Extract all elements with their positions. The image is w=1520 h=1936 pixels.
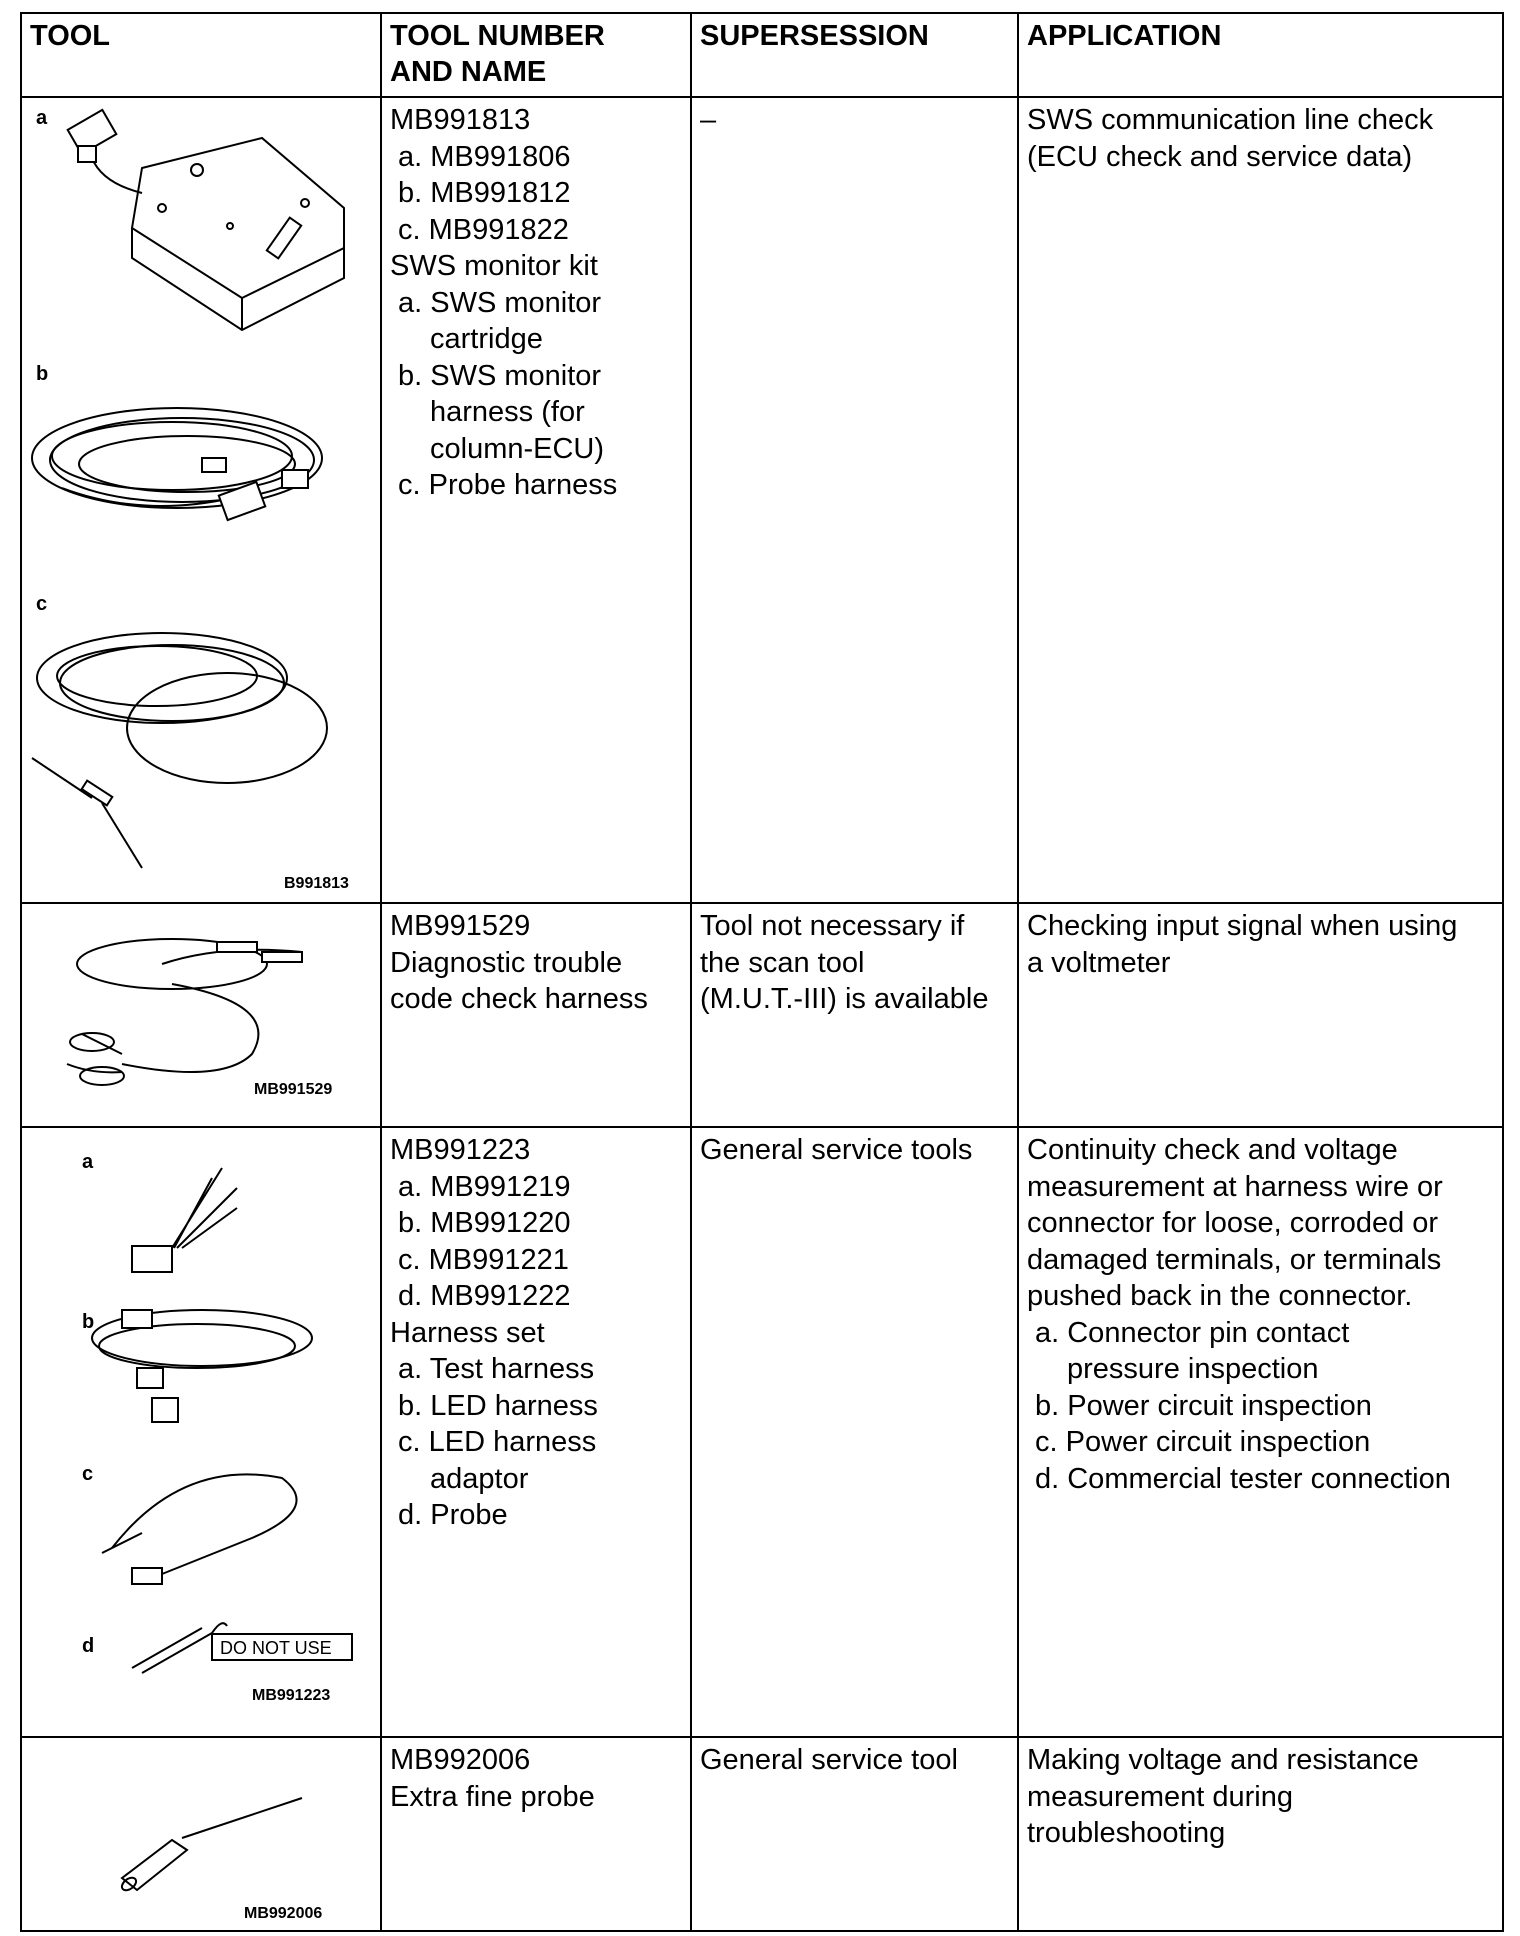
tool-figure-cell xyxy=(21,903,381,1127)
tool-figure-cell xyxy=(21,1127,381,1737)
figure-label-d: d xyxy=(82,1635,95,1657)
tool-name: code check harness xyxy=(390,983,648,1015)
tool-name: Diagnostic trouble xyxy=(390,946,623,979)
part-number: c. MB991221 xyxy=(398,1243,569,1276)
tool-number: MB992006 xyxy=(390,1744,531,1776)
part-number: b. MB991220 xyxy=(398,1207,571,1239)
sws-monitor-kit-illustration xyxy=(22,98,380,902)
tool-number-cell xyxy=(381,97,691,903)
tool-number: MB991223 xyxy=(390,1134,531,1166)
figure-code: MB991223 xyxy=(252,1687,331,1704)
application-text: troubleshooting xyxy=(1027,1817,1226,1849)
do-not-use-label: DO NOT USE xyxy=(220,1638,332,1658)
part-name-cont: column-ECU) xyxy=(430,432,605,465)
fine-probe-illustration xyxy=(22,1738,380,1930)
part-number: d. MB991222 xyxy=(398,1280,571,1312)
figure-label-a: a xyxy=(36,107,48,129)
check-harness-illustration xyxy=(22,904,380,1126)
tool-name: Extra fine probe xyxy=(390,1780,595,1813)
part-name: b. LED harness xyxy=(398,1389,598,1422)
part-name-cont: adaptor xyxy=(430,1462,529,1495)
supersession-cell xyxy=(691,1737,1018,1931)
header-application: APPLICATION xyxy=(1018,13,1503,97)
figure-label-c: c xyxy=(82,1463,94,1485)
figure-code: MB992006 xyxy=(244,1905,323,1922)
application-item: d. Commercial tester connection xyxy=(1035,1462,1451,1495)
figure-label-c: c xyxy=(36,593,48,615)
application-item: a. Connector pin contact xyxy=(1035,1316,1350,1349)
application-text: connector for loose, corroded or xyxy=(1027,1207,1439,1239)
part-name: a. SWS monitor xyxy=(398,286,602,319)
fine-probe-icon xyxy=(120,1798,302,1893)
tool-name: SWS monitor kit xyxy=(390,250,598,282)
application-text: Checking input signal when using xyxy=(1027,910,1458,942)
part-number: a. MB991806 xyxy=(398,140,571,173)
tool-number-cell xyxy=(381,903,691,1127)
application-cell xyxy=(1018,903,1503,1127)
application-text: SWS communication line check xyxy=(1027,104,1434,136)
application-cell xyxy=(1018,97,1503,903)
header-tool: TOOL xyxy=(21,13,381,97)
supersession-cell xyxy=(691,903,1018,1127)
special-tools-table xyxy=(20,12,1504,1932)
application-text: damaged terminals, or terminals xyxy=(1027,1243,1442,1276)
figure-label-b: b xyxy=(82,1311,95,1333)
figure-code: B991813 xyxy=(284,875,349,892)
application-text: measurement during xyxy=(1027,1780,1293,1813)
led-adaptor-icon xyxy=(102,1474,297,1584)
table-row xyxy=(21,97,1503,903)
figure-label-b: b xyxy=(36,363,49,385)
monitor-harness-icon xyxy=(32,408,322,520)
part-name: a. Test harness xyxy=(398,1353,595,1385)
header-row xyxy=(21,13,1503,97)
tool-name: Harness set xyxy=(390,1316,545,1349)
tool-number: MB991813 xyxy=(390,104,531,136)
part-name: c. Probe harness xyxy=(398,469,618,501)
supersession-cell xyxy=(691,97,1018,903)
probe-harness-icon xyxy=(32,633,327,868)
tool-number-cell xyxy=(381,1737,691,1931)
application-text: Making voltage and resistance xyxy=(1027,1744,1419,1776)
part-number: a. MB991219 xyxy=(398,1170,571,1203)
application-cell xyxy=(1018,1737,1503,1931)
part-name: c. LED harness xyxy=(398,1426,597,1458)
supersession-text: General service tool xyxy=(700,1744,958,1776)
application-item: b. Power circuit inspection xyxy=(1035,1389,1372,1422)
figure-code: MB991529 xyxy=(254,1081,333,1098)
supersession-text: General service tools xyxy=(700,1134,973,1166)
supersession-cell xyxy=(691,1127,1018,1737)
supersession-text: Tool not necessary if xyxy=(700,910,965,942)
header-tool-number: TOOL NUMBER AND NAME xyxy=(381,13,691,97)
part-name-cont: cartridge xyxy=(430,323,543,355)
application-text: pushed back in the connector. xyxy=(1027,1280,1413,1312)
application-text: (ECU check and service data) xyxy=(1027,140,1413,173)
check-harness-icon xyxy=(67,939,302,1085)
application-cell xyxy=(1018,1127,1503,1737)
test-harness-icon xyxy=(132,1168,237,1272)
application-text: Continuity check and voltage xyxy=(1027,1134,1398,1166)
led-harness-icon xyxy=(92,1310,312,1422)
application-text: measurement at harness wire or xyxy=(1027,1170,1443,1203)
monitor-cartridge-icon xyxy=(68,110,344,330)
tool-figure-cell xyxy=(21,97,381,903)
supersession-text: – xyxy=(700,104,717,136)
tool-number-cell xyxy=(381,1127,691,1737)
table-row xyxy=(21,1737,1503,1931)
application-item: c. Power circuit inspection xyxy=(1035,1426,1371,1458)
table-row xyxy=(21,1127,1503,1737)
tool-figure-cell xyxy=(21,1737,381,1931)
supersession-text: (M.U.T.-III) is available xyxy=(700,983,989,1015)
tool-number: MB991529 xyxy=(390,910,531,942)
supersession-text: the scan tool xyxy=(700,946,865,979)
harness-set-illustration xyxy=(22,1128,380,1736)
figure-label-a: a xyxy=(82,1151,94,1173)
part-name: b. SWS monitor xyxy=(398,359,602,392)
part-name: d. Probe xyxy=(398,1499,508,1531)
part-number: c. MB991822 xyxy=(398,213,569,246)
header-supersession: SUPERSESSION xyxy=(691,13,1018,97)
table-row xyxy=(21,903,1503,1127)
application-text: a voltmeter xyxy=(1027,946,1171,979)
part-number: b. MB991812 xyxy=(398,177,571,209)
part-name-cont: harness (for xyxy=(430,396,585,428)
application-item-cont: pressure inspection xyxy=(1067,1353,1319,1385)
